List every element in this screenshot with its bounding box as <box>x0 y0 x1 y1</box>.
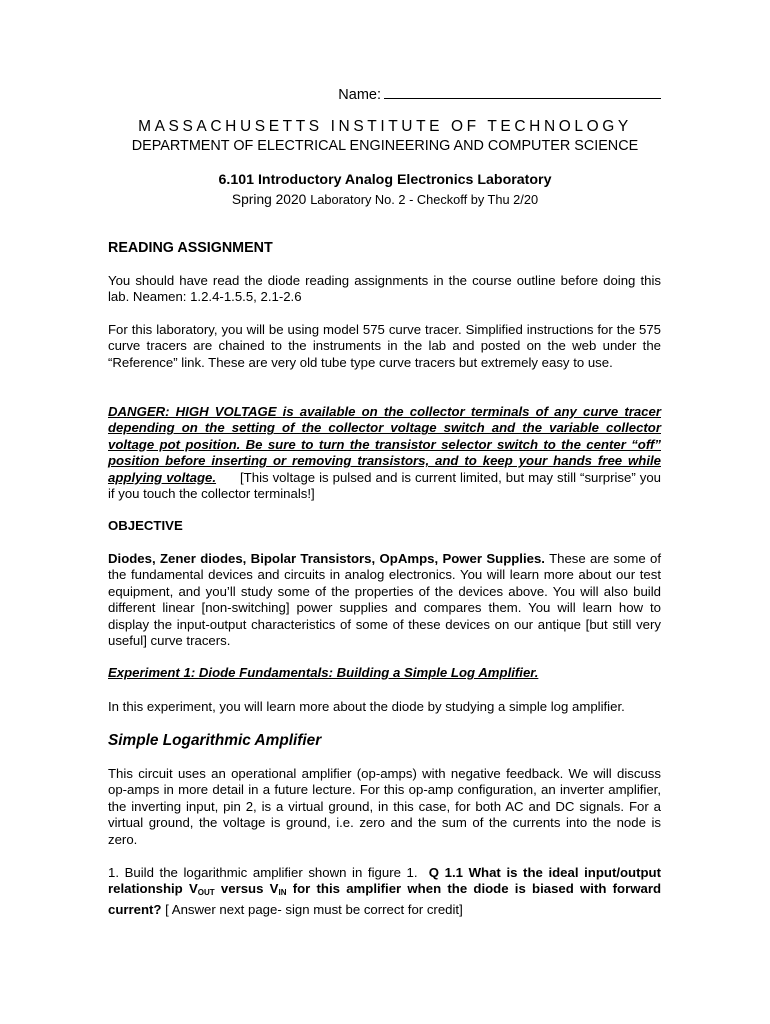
experiment1-heading-block <box>108 665 661 681</box>
reading-heading: READING ASSIGNMENT <box>108 240 273 256</box>
log-amp-heading: Simple Logarithmic Amplifier <box>108 732 322 749</box>
danger-note: [This voltage is pulsed and is current limited, but may still “surprise” you if you touch the collector terminals!] <box>108 469 661 502</box>
experiment1-heading: Experiment 1: Diode Fundamentals: Building a Simple Log Amplifier. <box>108 665 539 680</box>
name-blank-line[interactable] <box>384 84 661 99</box>
reading-para-2: For this laboratory, you will be using model 575 curve tracer. Simplified instructions for the 575 curve tracers are chained to the instruments in the lab and posted on the web under the “Reference” link. These are very old tube type curve tracers but extremely easy to use. <box>108 322 661 370</box>
objective-heading: OBJECTIVE <box>108 518 183 533</box>
step-text: 1. Build the logarithmic amplifier shown in figure 1. <box>108 865 418 880</box>
lab-info: Laboratory No. 2 - Checkoff by Thu 2/20 <box>310 192 539 207</box>
log-amp-para: This circuit uses an operational amplifier (op-amps) with negative feedback. We will discuss op-amps in more detail in a future lecture. For this op-amp configuration, an inverter amplifier, the inverting input, pin 2, is a virtual ground, in this case, for both AC and DC signals. For a virtual ground, the voltage is ground, i.e. zero and the sum of the currents into the node is zero. <box>108 766 661 847</box>
department-name: DEPARTMENT OF ELECTRICAL ENGINEERING AND COMPUTER SCIENCE <box>131 138 639 154</box>
question-text: Q 1.1 What is the ideal input/output relationship $V_{OUT}$ versus $V_{IN}$ for this amplifier when the diode is biased with forward current? <box>108 865 662 917</box>
reading-para-1: You should have read the diode reading assignments in the course outline before doing this lab. Neamen: 1.2.4-1.5.5, 2.1-2.6 <box>108 273 661 305</box>
experiment1-intro: In this experiment, you will learn more about the diode by studying a simple log amplifier. <box>108 699 625 714</box>
question-1-1 <box>108 865 661 918</box>
reading-heading-block <box>108 240 661 256</box>
name-field[interactable] <box>338 84 661 104</box>
objective-text: These are some of the fundamental devices and circuits in analog electronics. You will learn more about our test equipment, and you’ll study some of the properties of the devices above. You will also build different linear [non-switching] power supplies and compares them. You will learn how to display the input-output characteristics of some of these devices on our antique [but still very useful] curve tracers. <box>108 551 661 649</box>
term: Spring 2020 <box>231 192 307 207</box>
objective-heading-block <box>108 518 661 533</box>
institute-name: MASSACHUSETTS INSTITUTE OF TECHNOLOGY <box>138 118 632 135</box>
name-label: Name: <box>338 87 381 103</box>
term-line <box>90 192 680 207</box>
objective-lead: Diodes, Zener diodes, Bipolar Transistors, OpAmps, Power Supplies. <box>108 551 545 566</box>
danger-block <box>108 404 661 502</box>
question-note: [ Answer next page- sign must be correct for credit] <box>165 901 463 917</box>
course-title: 6.101 Introductory Analog Electronics Laboratory <box>218 172 552 188</box>
danger-warning: DANGER: HIGH VOLTAGE is available on the collector terminals of any curve tracer depending on the setting of the collector voltage switch and the variable collector voltage pot position. Be sure to turn the transistor selector switch to the center “off” position before inserting or removing transistors, and to keep your hands free while applying voltage. <box>108 404 661 485</box>
log-amp-heading-block <box>108 732 661 750</box>
objective-body <box>108 551 661 649</box>
